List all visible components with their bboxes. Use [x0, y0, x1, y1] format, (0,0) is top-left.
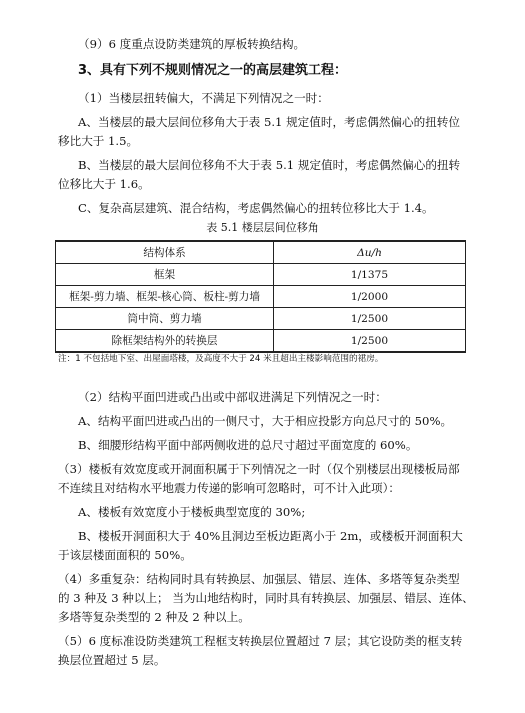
table-row: [56, 308, 466, 330]
item-3-b-line1: B、楼板开洞面积大于 40%且洞边至板边距离小于 2m，或楼板开洞面积大: [78, 529, 463, 543]
table-row: [56, 330, 466, 353]
item-1-b-line1: B、当楼层的最大层间位移角不大于表 5.1 规定值时，考虑偶然偏心的扭转: [78, 158, 461, 172]
item-3-line2: 不连续且对结构水平地震力传递的影响可忽略时，可不计入此项）：: [58, 481, 401, 495]
table-cell-value: 1/1375: [274, 264, 466, 286]
item-4-line2: 的 3 种及 3 种以上； 当为山地结构时，同时具有转换层、加强层、错层、连体、: [58, 591, 474, 605]
table-header-row: [56, 241, 466, 264]
item-4-line3: 多塔等复杂类型的 2 种及 2 种以上。: [58, 610, 250, 624]
item-4-line1: （4）多重复杂：结构同时具有转换层、加强层、错层、连体、多塔等复杂类型: [58, 572, 460, 586]
table-cell-system: 框架-剪力墙、框架-核心筒、板柱-剪力墙: [56, 286, 274, 308]
table-cell-system: 除框架结构外的转换层: [56, 330, 274, 353]
item-1-c: C、复杂高层建筑、混合结构，考虑偶然偏心的扭转位移比大于 1.4。: [78, 201, 434, 215]
table-cell-value: 1/2000: [274, 286, 466, 308]
item-2-b: B、细腰形结构平面中部两侧收进的总尺寸超过平面宽度的 60%。: [78, 438, 418, 452]
item-2-a: A、结构平面凹进或凸出的一侧尺寸，大于相应投影方向总尺寸的 50%。: [78, 414, 453, 428]
table-row: [56, 286, 466, 308]
item-3-b-line2: 于该层楼面面积的 50%。: [58, 548, 192, 562]
section-3-heading: 3、具有下列不规则情况之一的高层建筑工程：: [78, 63, 348, 78]
item-3-a: A、楼板有效宽度小于楼板典型宽度的 30%;: [78, 505, 306, 519]
table-note: 注：1 不包括地下室、出屋面塔楼，及高度不大于 24 米且超出主楼影响范围的裙房。: [58, 354, 384, 364]
item-3-line1: （3）楼板有效宽度或开洞面积属于下列情况之一时（仅个别楼层出现楼板局部: [58, 462, 460, 476]
table-caption: 表 5.1 楼层层间位移角: [206, 221, 319, 234]
item-1-intro: （1）当楼层扭转偏大，不满足下列情况之一时：: [78, 91, 329, 105]
header-drift-ratio: Δu/h: [274, 241, 466, 264]
item-2-intro: （2）结构平面凹进或凸出或中部収进满足下列情况之一时：: [78, 390, 387, 404]
table-cell-system: 框架: [56, 264, 274, 286]
table-cell-value: 1/2500: [274, 330, 466, 353]
item-1-a-line1: A、当楼层的最大层间位移角大于表 5.1 规定值时，考虑偶然偏心的扭转位: [78, 115, 460, 129]
table-row: [56, 264, 466, 286]
table-cell-value: 1/2500: [274, 308, 466, 330]
item-1-a-line2: 移比大于 1.5。: [58, 134, 139, 148]
table-cell-system: 筒中筒、剪力墙: [56, 308, 274, 330]
item-1-b-line2: 位移比大于 1.6。: [58, 177, 150, 191]
item-5-line1: （5）6 度标准设防类建筑工程框支转换层位置超过 7 层；其它设防类的框支转: [58, 634, 463, 648]
header-structure-system: 结构体系: [56, 241, 274, 264]
item-5-line2: 换层位置超过 5 层。: [58, 653, 166, 667]
paragraph-9: （9）6 度重点设防类建筑的厚板转换结构。: [78, 37, 306, 51]
drift-ratio-table: [55, 240, 466, 353]
